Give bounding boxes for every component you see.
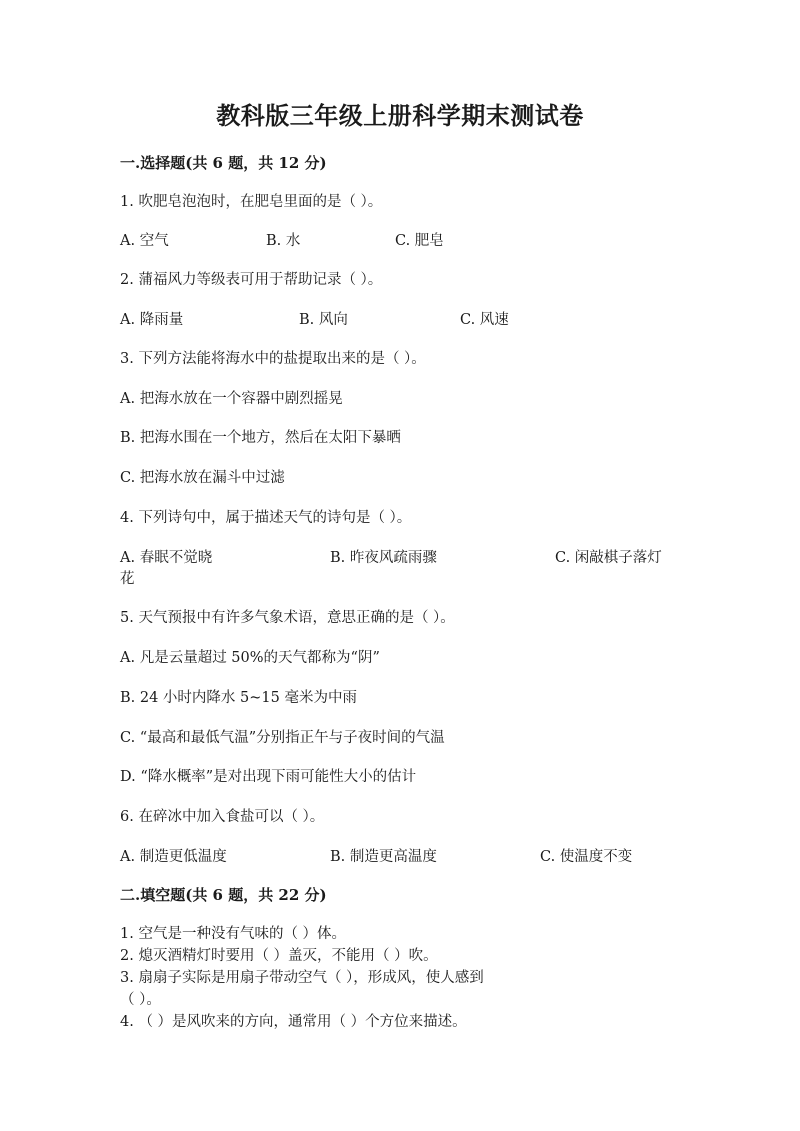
- question-3-stem: 3. 下列方法能将海水中的盐提取出来的是（ ）。: [120, 351, 426, 367]
- question-2-stem: 2. 蒲福风力等级表可用于帮助记录（ ）。: [120, 272, 383, 288]
- question-6-option-a: A. 制造更低温度: [120, 849, 227, 865]
- question-4-option-b: B. 昨夜风疏雨骤: [330, 550, 437, 566]
- section-heading-choice: 一.选择题(共 6 题，共 12 分): [120, 154, 327, 172]
- question-1-stem: 1. 吹肥皂泡泡时，在肥皂里面的是（ ）。: [120, 194, 383, 210]
- question-2-option-c: C. 风速: [460, 312, 509, 328]
- question-5-option-b: B. 24 小时内降水 5~15 毫米为中雨: [120, 690, 357, 706]
- fill-question-2: 2. 熄灭酒精灯时要用（ ）盖灭，不能用（ ）吹。: [120, 948, 438, 964]
- question-6-option-b: B. 制造更高温度: [330, 849, 437, 865]
- fill-question-1: 1. 空气是一种没有气味的（ ）体。: [120, 926, 347, 942]
- question-3-option-b: B. 把海水围在一个地方，然后在太阳下暴晒: [120, 430, 401, 446]
- question-1-option-a: A. 空气: [120, 233, 169, 249]
- question-5-option-a: A. 凡是云量超过 50%的天气都称为“阴”: [120, 650, 380, 666]
- question-1-option-c: C. 肥皂: [395, 233, 444, 249]
- question-4-option-c-continued: 花: [120, 571, 135, 587]
- question-1-option-b: B. 水: [266, 233, 301, 249]
- question-3-option-c: C. 把海水放在漏斗中过滤: [120, 470, 285, 486]
- question-4-option-a: A. 春眠不觉晓: [120, 550, 213, 566]
- question-2-option-a: A. 降雨量: [120, 312, 184, 328]
- page-title: 教科版三年级上册科学期末测试卷: [216, 101, 584, 130]
- question-6-stem: 6. 在碎冰中加入食盐可以（ ）。: [120, 809, 325, 825]
- fill-question-4: 4. （ ）是风吹来的方向，通常用（ ）个方位来描述。: [120, 1014, 467, 1030]
- fill-question-3: 3. 扇扇子实际是用扇子带动空气（ ），形成风，使人感到: [120, 970, 484, 986]
- section-heading-fill-blank: 二.填空题(共 6 题，共 22 分): [120, 886, 327, 904]
- question-4-option-c: C. 闲敲棋子落灯: [555, 550, 662, 566]
- fill-question-3-continued: （ ）。: [120, 992, 161, 1008]
- question-5-stem: 5. 天气预报中有许多气象术语，意思正确的是（ ）。: [120, 610, 455, 626]
- question-6-option-c: C. 使温度不变: [540, 849, 633, 865]
- question-2-option-b: B. 风向: [299, 312, 348, 328]
- question-4-stem: 4. 下列诗句中，属于描述天气的诗句是（ ）。: [120, 510, 412, 526]
- question-3-option-a: A. 把海水放在一个容器中剧烈摇晃: [120, 391, 343, 407]
- question-5-option-c: C. “最高和最低气温”分别指正午与子夜时间的气温: [120, 730, 445, 746]
- question-5-option-d: D. “降水概率”是对出现下雨可能性大小的估计: [120, 769, 417, 785]
